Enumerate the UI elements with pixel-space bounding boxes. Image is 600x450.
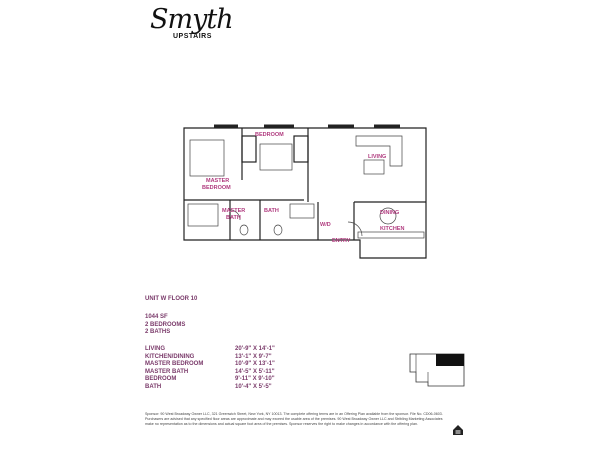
label-living: LIVING [368, 154, 387, 160]
master-bed [190, 140, 224, 176]
room-row [145, 346, 275, 354]
label-master-bath-2: BATH [226, 215, 241, 221]
equal-housing-icon [452, 424, 464, 436]
room-dims: 20'-9" X 14'-1" [235, 346, 275, 352]
tub [290, 204, 314, 218]
room-row [145, 384, 275, 392]
label-wd: W/D [320, 222, 331, 228]
bed [260, 144, 292, 170]
key-plan-unit-highlight [436, 354, 464, 366]
label-master-bath-1: MASTER [222, 208, 246, 214]
room-dims: 10'-9" X 13'-1" [235, 361, 275, 367]
label-master-bedroom-1: MASTER [206, 178, 230, 184]
unit-title: UNIT W FLOOR 10 [145, 296, 198, 302]
label-entry: ENTRY [332, 238, 351, 244]
label-master-bedroom-2: BEDROOM [202, 185, 231, 191]
unit-summary [145, 314, 185, 337]
label-kitchen: KITCHEN [380, 226, 405, 232]
room-dims: 10'-4" X 5'-5" [235, 383, 272, 390]
room-dims: 14'-5" X 5'-11" [235, 368, 275, 375]
brand-name: Smyth [150, 4, 233, 35]
summary-baths: 2 BATHS [145, 329, 171, 335]
summary-sf: 1044 SF [145, 314, 168, 320]
room-dimensions [145, 346, 275, 391]
room-dims: 9'-11" X 9'-10" [235, 376, 275, 382]
room-row [145, 376, 275, 384]
room-name: LIVING [145, 346, 166, 352]
label-bath: BATH [264, 208, 279, 214]
floor-plan-drawing [178, 122, 436, 264]
coffee-table [364, 160, 384, 174]
room-row [145, 361, 275, 369]
key-plan [406, 352, 466, 388]
room-name: KITCHEN/DINING [145, 353, 195, 360]
room-dims: 13'-1" X 9'-7" [235, 353, 272, 360]
label-dining: DINING [380, 210, 400, 216]
sofa [356, 136, 402, 166]
kitchen-wall [354, 202, 426, 240]
brand-subtitle: UPSTAIRS [173, 33, 212, 40]
label-bedroom: BEDROOM [255, 132, 284, 138]
legal-disclaimer: Sponsor: 90 West Broadway Owner LLC, 321 Greenwich Street, New York, NY 10013. The complete offering terms are in an Offering Plan available from the sponsor. File No. CD06-0603. Purchasers are advised that any specified floor areas are approximate and may exceed the usable area of the premises. 90 West Broadway Owner LLC and Stribling Marketing Associates make no representation as to the dimensions and actual square foot area of the premises. Sponsor reserves the right to make changes in accordance with the offering plan. [145, 412, 443, 426]
room-name: MASTER BEDROOM [145, 361, 204, 367]
summary-bedrooms: 2 BEDROOMS [145, 321, 186, 328]
floor-plan [178, 122, 436, 264]
room-row [145, 354, 275, 362]
room-name: BEDROOM [145, 376, 177, 382]
room-row [145, 369, 275, 377]
brand-logo [140, 4, 240, 44]
master-tub [188, 204, 218, 226]
room-name: MASTER BATH [145, 368, 189, 375]
room-name: BATH [145, 383, 162, 390]
